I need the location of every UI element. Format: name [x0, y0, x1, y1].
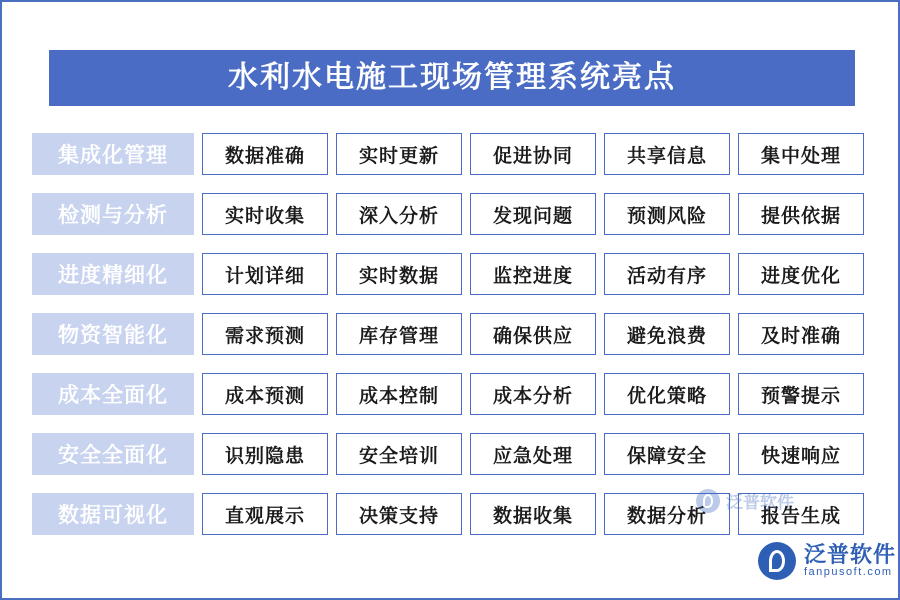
grid-cell-text: 报告生成: [760, 505, 841, 527]
page-title: 水利水电施工现场管理系统亮点: [228, 61, 676, 94]
grid-cell[interactable]: [470, 433, 596, 475]
grid-cell-text: 确保供应: [492, 325, 573, 347]
table-row: [32, 188, 874, 240]
grid-cell[interactable]: [738, 433, 864, 475]
table-row: [32, 368, 874, 420]
row-label-text: 检测与分析: [58, 204, 168, 227]
grid-cell-text: 预测风险: [626, 205, 707, 227]
grid-cell-text: 避免浪费: [626, 325, 707, 347]
table-row: [32, 248, 874, 300]
grid-cell[interactable]: [336, 133, 462, 175]
grid-cell-text: 发现问题: [492, 205, 573, 227]
grid-cell-text: 安全培训: [358, 445, 439, 467]
grid-cell[interactable]: [202, 373, 328, 415]
brand-names: [804, 543, 896, 579]
grid-cell[interactable]: [738, 253, 864, 295]
grid-cell[interactable]: [604, 133, 730, 175]
brand-name-en: fanpusoft.com: [804, 565, 893, 578]
grid-cell[interactable]: [202, 493, 328, 535]
brand-logo-block: [758, 542, 896, 580]
grid-cell-text: 共享信息: [626, 145, 707, 167]
row-label-material-intelligence: [32, 313, 194, 355]
grid-cell-text: 数据收集: [492, 505, 573, 527]
row-label-cost-comprehensive: [32, 373, 194, 415]
grid-cell-text: 及时准确: [760, 325, 841, 347]
grid-cell-text: 快速响应: [760, 445, 841, 467]
droplet-logo-icon: [758, 542, 796, 580]
grid-cell[interactable]: [470, 133, 596, 175]
grid-cell-text: 数据分析: [626, 505, 707, 527]
grid-cell[interactable]: [202, 433, 328, 475]
grid-cell[interactable]: [336, 433, 462, 475]
row-label-progress-refinement: [32, 253, 194, 295]
grid-cell-text: 保障安全: [626, 445, 707, 467]
grid-cell[interactable]: [470, 313, 596, 355]
row-label-text: 成本全面化: [58, 384, 168, 407]
grid-cell[interactable]: [336, 253, 462, 295]
grid-cell[interactable]: [604, 253, 730, 295]
grid-cell[interactable]: [470, 373, 596, 415]
grid-cell-text: 实时数据: [358, 265, 439, 287]
grid-cell-text: 库存管理: [358, 325, 439, 347]
grid-cell[interactable]: [470, 493, 596, 535]
grid-cell[interactable]: [202, 133, 328, 175]
grid-cell[interactable]: [470, 253, 596, 295]
watermark-text: 泛普软件: [726, 493, 794, 512]
grid-cell[interactable]: [470, 193, 596, 235]
highlights-grid: [32, 128, 874, 548]
grid-cell-text: 应急处理: [492, 445, 573, 467]
row-label-safety-comprehensive: [32, 433, 194, 475]
grid-cell-text: 识别隐患: [224, 445, 305, 467]
grid-cell-text: 活动有序: [626, 265, 707, 287]
grid-cell[interactable]: [738, 373, 864, 415]
grid-cell-text: 预警提示: [760, 385, 841, 407]
grid-cell-text: 成本控制: [358, 385, 439, 407]
grid-cell-text: 数据准确: [224, 145, 305, 167]
table-row: [32, 308, 874, 360]
grid-cell[interactable]: [202, 313, 328, 355]
grid-cell-text: 集中处理: [760, 145, 841, 167]
grid-cell[interactable]: [202, 253, 328, 295]
grid-cell-text: 促进协同: [492, 145, 573, 167]
brand-name-cn: 泛普软件: [804, 541, 897, 567]
row-label-text: 数据可视化: [58, 504, 168, 527]
row-label-text: 集成化管理: [58, 144, 168, 167]
grid-cell-text: 需求预测: [224, 325, 305, 347]
row-label-integrated-management: [32, 133, 194, 175]
grid-cell-text: 实时更新: [358, 145, 439, 167]
row-label-text: 安全全面化: [58, 444, 168, 467]
grid-cell-text: 决策支持: [358, 505, 439, 527]
grid-cell-text: 计划详细: [224, 265, 305, 287]
page-title-bar: [49, 50, 855, 106]
droplet-logo-icon: [696, 489, 720, 513]
grid-cell[interactable]: [738, 193, 864, 235]
grid-cell[interactable]: [604, 313, 730, 355]
grid-cell[interactable]: [336, 373, 462, 415]
grid-cell-text: 提供依据: [760, 205, 841, 227]
row-label-text: 物资智能化: [58, 324, 168, 347]
grid-cell-text: 成本预测: [224, 385, 305, 407]
grid-cell[interactable]: [336, 493, 462, 535]
grid-cell[interactable]: [336, 313, 462, 355]
grid-cell-text: 进度优化: [760, 265, 841, 287]
grid-cell-text: 成本分析: [492, 385, 573, 407]
grid-cell-text: 优化策略: [626, 385, 707, 407]
row-label-data-visualization: [32, 493, 194, 535]
grid-cell[interactable]: [604, 373, 730, 415]
watermark: [696, 488, 794, 513]
grid-cell[interactable]: [336, 193, 462, 235]
grid-cell[interactable]: [202, 193, 328, 235]
grid-cell-text: 直观展示: [224, 505, 305, 527]
grid-cell[interactable]: [738, 313, 864, 355]
row-label-detection-analysis: [32, 193, 194, 235]
grid-cell[interactable]: [604, 433, 730, 475]
row-label-text: 进度精细化: [58, 264, 168, 287]
table-row: [32, 428, 874, 480]
grid-cell[interactable]: [738, 133, 864, 175]
grid-cell-text: 实时收集: [224, 205, 305, 227]
grid-cell-text: 监控进度: [492, 265, 573, 287]
grid-cell[interactable]: [604, 193, 730, 235]
table-row: [32, 128, 874, 180]
grid-cell-text: 深入分析: [358, 205, 439, 227]
